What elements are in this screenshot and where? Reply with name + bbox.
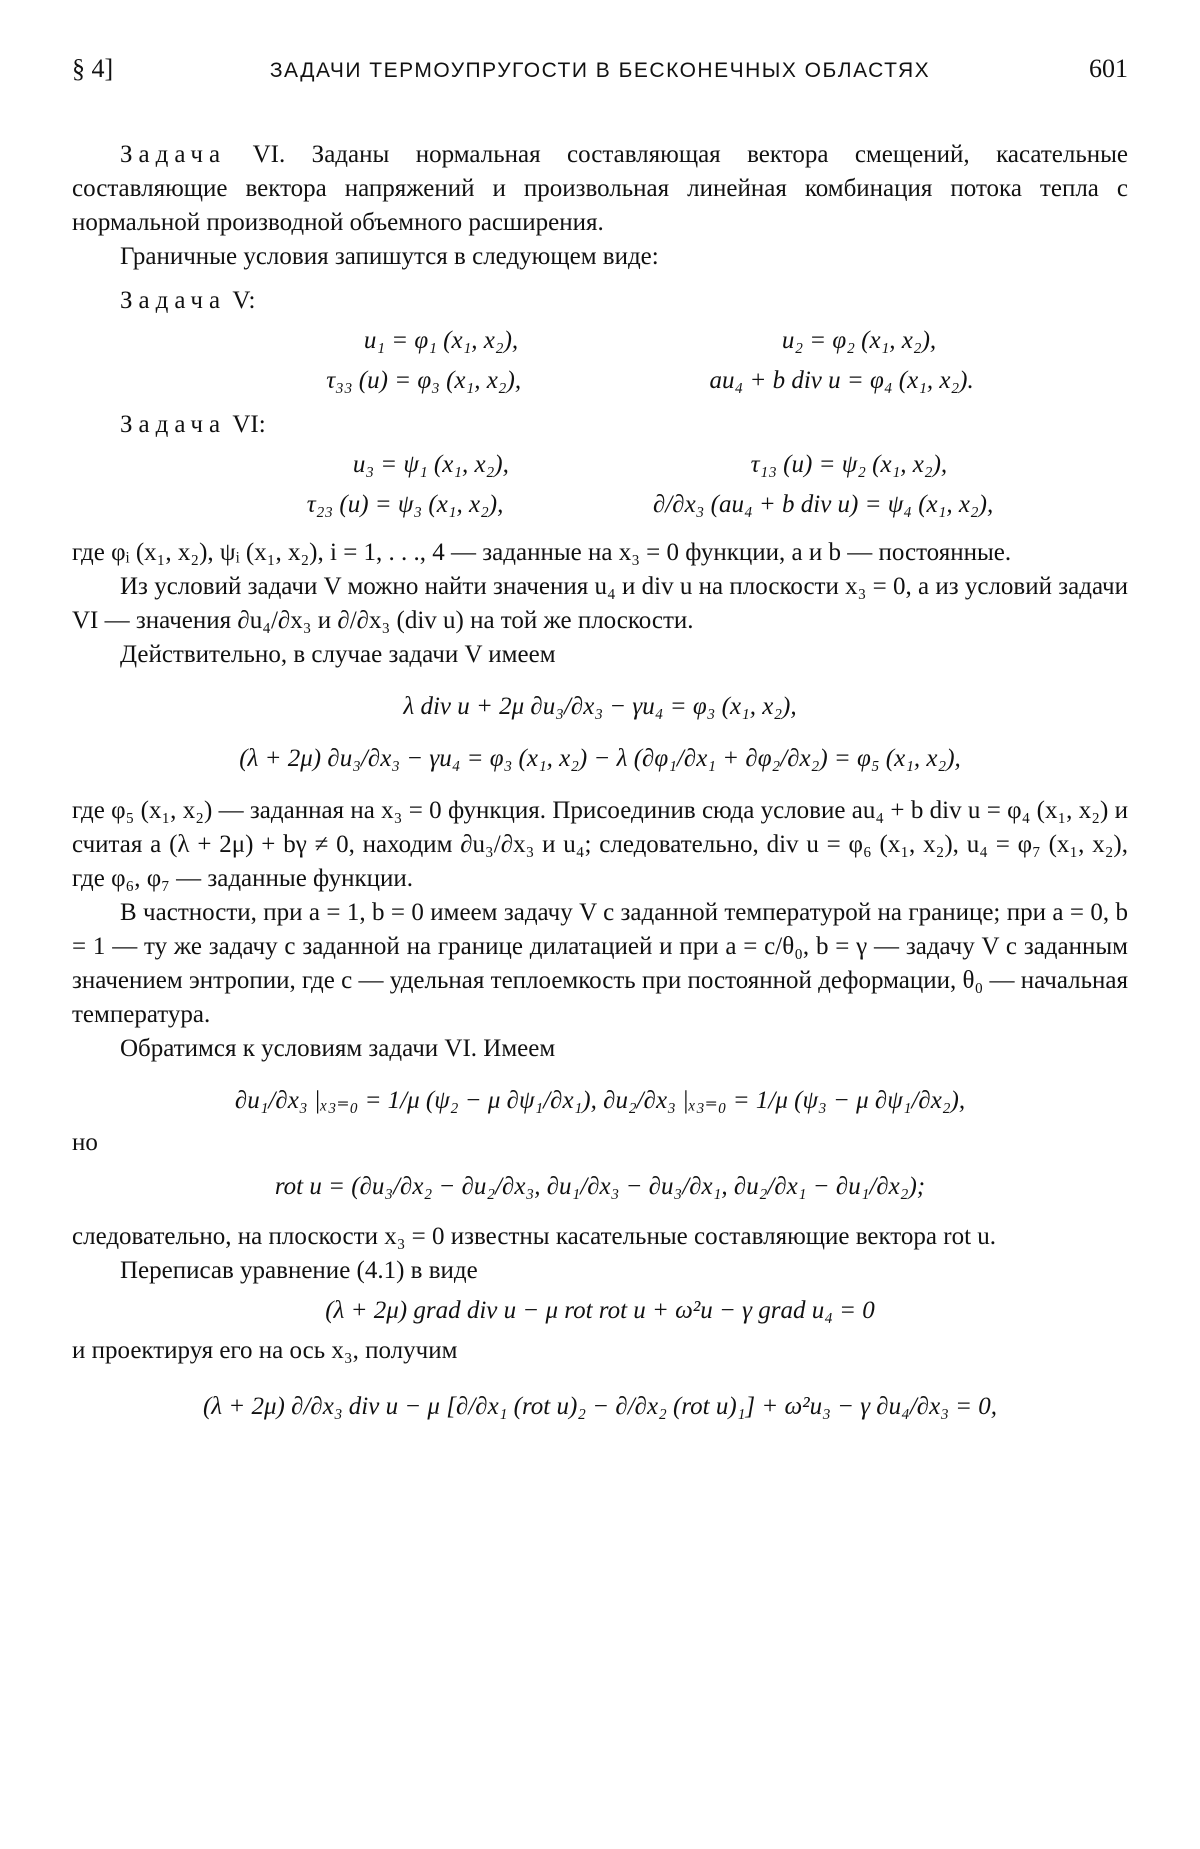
equation: (λ + 2μ) grad div u − μ rot rot u + ω²u − γ grad u₄ = 0 xyxy=(325,1297,875,1324)
task-6-heading-label: Задача xyxy=(120,411,227,438)
paragraph-where-phi5: где φ₅ (x₁, x₂) — заданная на x₃ = 0 функция. Присоединив сюда условие au₄ + b div u = φ₄ (x₁, x₂) и считая a (λ + 2μ) + bγ ≠ 0, находим ∂u₃/∂x₃ и u₄; следовательно, div u = φ₆ (x₁, x₂), u₄ = φ₇ (x₁, x₂), где φ₆, φ₇ — заданные функции. xyxy=(72,797,1128,892)
paragraph-task-6 xyxy=(72,138,1128,240)
task-5-heading xyxy=(120,284,1128,318)
paragraph-boundary-conditions: Граничные условия запишутся в следующем виде: xyxy=(120,243,659,270)
task-6-label: Задача xyxy=(120,141,227,168)
equation-row xyxy=(72,488,1128,522)
paragraph-indeed: Действительно, в случае задачи V имеем xyxy=(120,641,556,668)
equation: τ₃₃ (u) = φ₃ (x₁, x₂), xyxy=(326,367,522,394)
task-6-heading xyxy=(120,408,1128,442)
equation: τ₂₃ (u) = ψ₃ (x₁, x₂), xyxy=(306,491,504,518)
paragraph-in-particular: В частности, при a = 1, b = 0 имеем задачу V с заданной температурой на границе; при a = 0, b = 1 — ту же задачу с заданной на границе дилатацией и при a = c/θ₀, b = γ — задачу V с заданным значением энтропии, где c — удельная теплоемкость при постоянной деформации, θ₀ — начальная температура. xyxy=(72,899,1128,1028)
equation: (λ + 2μ) ∂/∂x₃ div u − μ [∂/∂x₁ (rot u)₂ − ∂/∂x₂ (rot u)₁] + ω²u₃ − γ ∂u₄/∂x₃ = 0, xyxy=(202,1393,998,1420)
word-but: но xyxy=(72,1129,98,1156)
task-5-suffix: V: xyxy=(226,287,256,314)
equation-grad xyxy=(72,1294,1128,1328)
equation: rot u = (∂u₃/∂x₂ − ∂u₂/∂x₃, ∂u₁/∂x₃ − ∂u₃/∂x₁, ∂u₂/∂x₁ − ∂u₁/∂x₂); xyxy=(274,1173,926,1200)
paragraph-where-functions: где φᵢ (x₁, x₂), ψᵢ (x₁, x₂), i = 1, . . ., 4 — заданные на x₃ = 0 функции, a и b — постоянные. xyxy=(72,539,1012,566)
equation: au₄ + b div u = φ₄ (x₁, x₂). xyxy=(709,367,974,394)
paragraph-rewrite: Переписав уравнение (4.1) в виде xyxy=(120,1257,478,1284)
equation-final xyxy=(72,1390,1128,1424)
equation-lambda-1 xyxy=(72,690,1128,724)
task-6-text: VI. Заданы нормальная составляющая вектора смещений, касательные составляющие вектора напряжений и произвольная линейная комбинация потока тепла с нормальной производной объемного расширения. xyxy=(72,141,1128,236)
paragraph-hence: следовательно, на плоскости x₃ = 0 известны касательные составляющие вектора rot u. xyxy=(72,1223,997,1250)
paragraph-project: и проектируя его на ось x₃, получим xyxy=(72,1337,458,1364)
task-5-label: Задача xyxy=(120,287,227,314)
task-6-suffix: VI: xyxy=(226,411,266,438)
equation: λ div u + 2μ ∂u₃/∂x₃ − γu₄ = φ₃ (x₁, x₂), xyxy=(403,693,797,720)
equation: ∂u₁/∂x₃ |ₓ₃₌₀ = 1/μ (ψ₂ − μ ∂ψ₁/∂x₁), ∂u₂/∂x₃ |ₓ₃₌₀ = 1/μ (ψ₃ − μ ∂ψ₁/∂x₂), xyxy=(234,1087,966,1114)
equation: u₁ = φ₁ (x₁, x₂), xyxy=(363,327,519,354)
equation-row xyxy=(72,448,1128,482)
equation-row xyxy=(72,324,1128,358)
running-header xyxy=(72,52,1128,92)
section-marker: § 4] xyxy=(72,54,114,83)
equation-lambda-2 xyxy=(72,742,1128,776)
paragraph-from-conditions: Из условий задачи V можно найти значения u₄ и div u на плоскости x₃ = 0, а из условий задачи VI — значения ∂u₄/∂x₃ и ∂/∂x₃ (div u) на той же плоскости. xyxy=(72,573,1128,634)
running-title: ЗАДАЧИ ТЕРМОУПРУГОСТИ В БЕСКОНЕЧНЫХ ОБЛАСТЯХ xyxy=(269,59,931,82)
page-number: 601 xyxy=(1089,54,1128,83)
equation-rot-u xyxy=(72,1170,1128,1204)
equation: τ₁₃ (u) = ψ₂ (x₁, x₂), xyxy=(750,451,948,478)
equation: (λ + 2μ) ∂u₃/∂x₃ − γu₄ = φ₃ (x₁, x₂) − λ (∂φ₁/∂x₁ + ∂φ₂/∂x₂) = φ₅ (x₁, x₂), xyxy=(239,745,961,772)
equation: u₃ = ψ₁ (x₁, x₂), xyxy=(352,451,509,478)
equation-row xyxy=(72,364,1128,398)
equation: u₂ = φ₂ (x₁, x₂), xyxy=(781,327,937,354)
paragraph-turn-to-task-6: Обратимся к условиям задачи VI. Имеем xyxy=(120,1035,556,1062)
equation: ∂/∂x₃ (au₄ + b div u) = ψ₄ (x₁, x₂), xyxy=(652,491,994,518)
equation-du-dx3 xyxy=(72,1084,1128,1118)
